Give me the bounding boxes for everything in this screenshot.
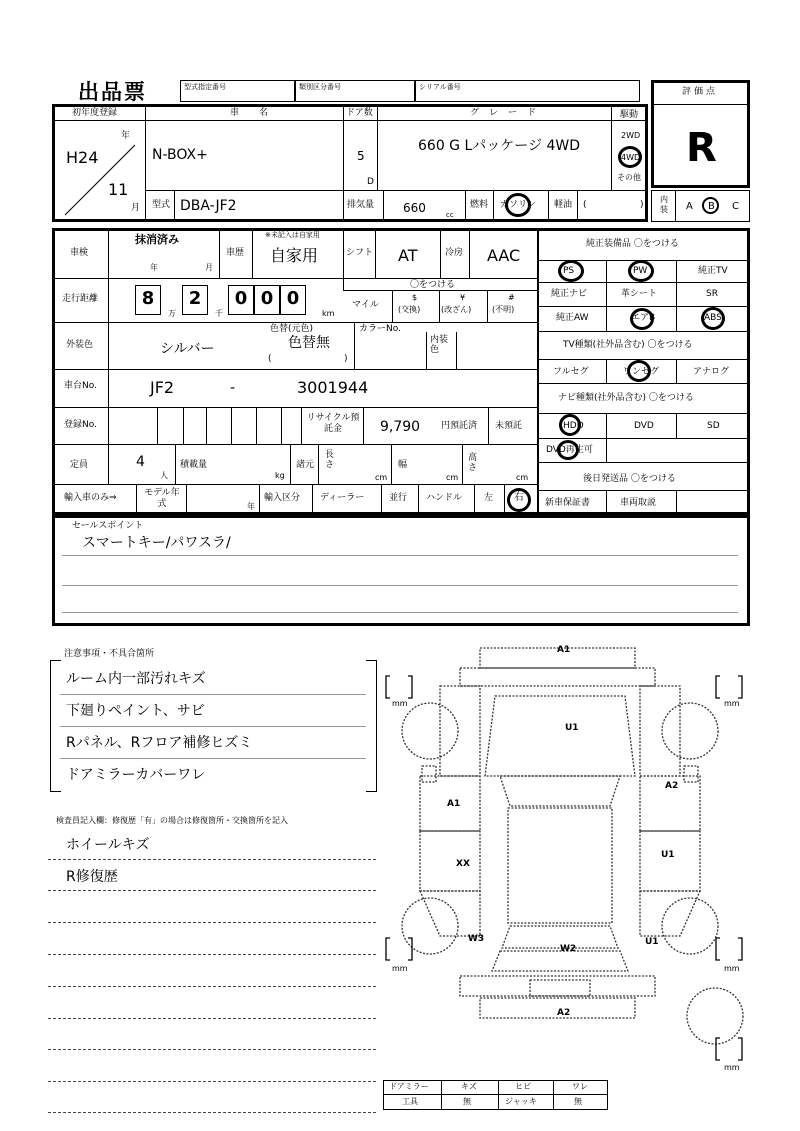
later-warranty: 新車保証書 bbox=[545, 498, 591, 508]
notes-label: 注意事項・不具合箇所 bbox=[64, 649, 155, 659]
spare-tire bbox=[687, 988, 743, 1044]
equip-tv: 純正TV bbox=[698, 266, 728, 276]
inspector-item-1: ホイールキズ bbox=[66, 837, 150, 853]
doors-value: 5 bbox=[357, 149, 365, 163]
sales-point-label: セールスポイント bbox=[72, 521, 144, 531]
length-label: 長さ bbox=[325, 450, 335, 470]
tv-fullseg: フルセグ bbox=[553, 367, 589, 377]
length-unit: cm bbox=[375, 473, 388, 482]
shift-value: AT bbox=[398, 246, 418, 265]
mileage-label: 走行距離 bbox=[62, 294, 99, 304]
recycle-unpaid: 未預託 bbox=[495, 421, 523, 431]
fuel-label: 燃料 bbox=[470, 200, 489, 210]
mileage-man: 万 bbox=[168, 309, 176, 318]
doors-suffix: D bbox=[367, 177, 374, 187]
color-value: シルバー bbox=[160, 341, 215, 357]
model-year-unit: 年 bbox=[247, 502, 255, 511]
mileage-mile: マイル bbox=[352, 300, 379, 310]
diagram-label-right-door: A2 bbox=[665, 781, 679, 791]
fuel-gasoline: ガソリン bbox=[500, 200, 537, 210]
mileage-unknown-sym: # bbox=[508, 293, 515, 302]
legend-h3: ヒビ bbox=[515, 1082, 531, 1091]
fuel-paren-close: ) bbox=[640, 200, 644, 210]
tv-title: TV種類(社外品含む) 〇をつける bbox=[563, 340, 693, 350]
grade-value: 660 G Lパッケージ 4WD bbox=[418, 138, 580, 154]
equip-abs: ABS bbox=[704, 313, 722, 323]
recycle-value: 9,790 bbox=[380, 419, 421, 435]
diagram-label-right-rear: U1 bbox=[661, 850, 675, 860]
model-label: 型式 bbox=[152, 200, 171, 210]
nav-title: ナビ種類(社外品含む) 〇をつける bbox=[558, 393, 694, 403]
equip-aw: 純正AW bbox=[556, 313, 589, 323]
equip-ps: PS bbox=[563, 266, 575, 276]
legend-v2: 無 bbox=[463, 1097, 471, 1106]
chassis-prefix: JF2 bbox=[150, 378, 175, 397]
mileage-digit-1: 8 bbox=[135, 285, 161, 315]
drive-4wd: 4WD bbox=[621, 153, 641, 162]
first-reg-year-unit: 年 bbox=[121, 131, 131, 141]
drive-label: 駆動 bbox=[620, 110, 639, 120]
chassis-label: 車台No. bbox=[64, 381, 97, 391]
mileage-exchange: (交換) bbox=[398, 305, 421, 314]
car-diagram bbox=[380, 636, 750, 1086]
width-unit: cm bbox=[446, 473, 459, 482]
handle-right: 右 bbox=[514, 492, 524, 503]
legend-v3: ジャッキ bbox=[505, 1097, 537, 1106]
model-year-label: モデル年式 bbox=[144, 488, 180, 509]
load-label: 積載量 bbox=[180, 460, 208, 470]
chassis-dash: - bbox=[230, 380, 236, 396]
equip-navi: 純正ナビ bbox=[551, 289, 588, 299]
repaint-paren-open: ( bbox=[268, 354, 272, 364]
tv-oneseg: ワンセグ bbox=[623, 367, 660, 377]
handle-left: 左 bbox=[484, 493, 494, 503]
car-name-label: 車名 bbox=[230, 108, 289, 118]
first-reg-month-unit: 月 bbox=[131, 203, 141, 213]
inspection-value: 抹消済み bbox=[135, 233, 179, 246]
first-reg-era: H24 bbox=[66, 148, 99, 167]
repaint-label: 色替(元色) bbox=[270, 324, 314, 334]
grade-label: グレード bbox=[470, 108, 547, 118]
history-note: ※未記入は自家用 bbox=[265, 231, 320, 239]
hood bbox=[485, 696, 635, 776]
serial-label: シリアル番号 bbox=[419, 83, 461, 91]
height-unit: cm bbox=[516, 473, 529, 482]
displacement-label: 排気量 bbox=[347, 200, 375, 210]
interior-b: B bbox=[708, 201, 715, 212]
car-name: N-BOX+ bbox=[152, 147, 208, 163]
diagram-label-front: A1 bbox=[557, 645, 571, 655]
diagram-label-tailgate: W2 bbox=[560, 944, 577, 954]
mileage-tamper: (改ざん) bbox=[441, 305, 472, 314]
diagram-label-roof: U1 bbox=[565, 723, 579, 733]
history-label: 車歴 bbox=[226, 248, 245, 258]
mm-unit-spare: mm bbox=[724, 1063, 740, 1072]
mileage-digit-2: 2 bbox=[182, 285, 208, 315]
notes-bracket-right bbox=[366, 660, 377, 792]
legend-v1: 工具 bbox=[402, 1097, 418, 1106]
legend-h2: キズ bbox=[461, 1082, 477, 1091]
interior-grade-label: 内装 bbox=[660, 195, 668, 214]
score-label: 評価点 bbox=[682, 87, 719, 97]
equip-sr: SR bbox=[706, 289, 718, 299]
import-dealer: ディーラー bbox=[320, 493, 365, 503]
displacement-unit: cc bbox=[446, 211, 454, 219]
mileage-unknown: (不明) bbox=[492, 305, 515, 314]
nav-dvd: DVD bbox=[634, 421, 654, 431]
doors-label: ドア数 bbox=[346, 108, 373, 118]
note-item-3: Rパネル、Rフロア補修ヒズミ bbox=[66, 735, 253, 751]
diagram-label-left-rear: XX bbox=[456, 859, 470, 869]
equip-leather: 革シート bbox=[621, 289, 658, 299]
dims-label: 諸元 bbox=[296, 460, 315, 470]
width-label: 幅 bbox=[398, 460, 408, 470]
handle-right-circle bbox=[507, 488, 531, 512]
ac-value: AAC bbox=[487, 246, 521, 265]
height-label: 高さ bbox=[468, 453, 478, 473]
mileage-digit-3: 0 bbox=[228, 285, 254, 315]
mm-unit-fr: mm bbox=[724, 699, 740, 708]
nav-dvd-play-circle bbox=[557, 440, 579, 460]
fuel-gasoline-circle bbox=[505, 193, 531, 217]
equip-pw-circle bbox=[628, 260, 654, 282]
score-value: R bbox=[686, 125, 717, 171]
interior-b-circle bbox=[702, 197, 719, 214]
mileage-sen: 千 bbox=[215, 309, 223, 318]
first-reg-label: 初年度登録 bbox=[72, 108, 118, 118]
legend-v4: 無 bbox=[574, 1097, 582, 1106]
color-no-label: カラーNo. bbox=[359, 324, 401, 334]
legend-h4: ワレ bbox=[572, 1082, 588, 1091]
ac-label: 冷房 bbox=[445, 248, 464, 258]
nav-hdd: HDD bbox=[563, 421, 584, 431]
equip-airbag: エアB bbox=[631, 313, 656, 323]
diagram-label-right-wheel: U1 bbox=[645, 937, 659, 947]
equipment-title: 純正装備品 〇をつける bbox=[586, 239, 679, 249]
fuel-light: 軽油 bbox=[554, 200, 573, 210]
mm-unit-rr: mm bbox=[724, 964, 740, 973]
handle-label: ハンドル bbox=[426, 493, 463, 503]
mm-unit-fl: mm bbox=[392, 699, 408, 708]
interior-color-label: 内装色 bbox=[430, 335, 449, 355]
inspector-label: 検査員記入欄：修復歴「有」の場合は修復箇所・交換箇所を記入 bbox=[56, 816, 288, 825]
equip-abs-circle bbox=[701, 307, 725, 330]
later-title: 後日発送品 〇をつける bbox=[583, 474, 676, 484]
interior-a: A bbox=[686, 201, 693, 212]
equip-pw: PW bbox=[633, 266, 648, 276]
nav-dvd-play: DVD再生可 bbox=[546, 445, 593, 455]
diagram-label-left-wheel: W3 bbox=[468, 934, 485, 944]
mileage-digit-5: 0 bbox=[280, 285, 306, 315]
nav-hdd-circle bbox=[559, 414, 581, 436]
inspection-label: 車検 bbox=[70, 248, 89, 258]
mileage-mark-note: 〇をつける bbox=[410, 280, 456, 290]
mileage-km: km bbox=[322, 309, 335, 318]
note-item-4: ドアミラーカバーワレ bbox=[66, 767, 206, 783]
registration-label: 登録No. bbox=[64, 420, 97, 430]
mileage-digit-4: 0 bbox=[254, 285, 280, 315]
chassis-number: 3001944 bbox=[297, 378, 369, 397]
note-item-1: ルーム内一部汚れキズ bbox=[66, 671, 206, 687]
mileage-tamper-sym: ¥ bbox=[460, 293, 466, 302]
model-no-label: 型式指定番号 bbox=[184, 83, 226, 91]
class-no-label: 類別区分番号 bbox=[299, 83, 341, 91]
load-unit: kg bbox=[275, 471, 285, 480]
import-label: 輸入車のみ⇒ bbox=[64, 493, 117, 503]
capacity-unit: 人 bbox=[160, 471, 168, 480]
tv-oneseg-circle bbox=[627, 360, 651, 382]
repaint-value: 色替無 bbox=[288, 335, 330, 351]
first-reg-slash bbox=[60, 140, 140, 220]
note-item-2: 下廻りペイント、サビ bbox=[66, 703, 205, 719]
sales-point-block bbox=[52, 515, 750, 626]
capacity-label: 定員 bbox=[70, 460, 89, 470]
inspection-year-unit: 年 bbox=[150, 263, 158, 272]
fuel-paren-open: ( bbox=[583, 200, 587, 210]
model-value: DBA-JF2 bbox=[180, 198, 237, 214]
inspection-month-unit: 月 bbox=[205, 263, 213, 272]
recycle-label: リサイクル預託金 bbox=[306, 413, 360, 434]
drive-2wd: 2WD bbox=[621, 131, 641, 140]
inspector-item-2: R修復歴 bbox=[66, 869, 118, 885]
recycle-paid: 円預託済 bbox=[441, 421, 478, 431]
diagram-label-rear: A2 bbox=[557, 1008, 571, 1018]
color-label: 外装色 bbox=[66, 340, 94, 350]
page-title: 出品票 bbox=[78, 80, 147, 104]
mm-unit-rl: mm bbox=[392, 964, 408, 973]
repaint-paren-close: ) bbox=[344, 354, 348, 364]
diagram-label-left-door: A1 bbox=[447, 799, 461, 809]
sales-point-text: スマートキー/パワスラ/ bbox=[82, 535, 231, 551]
roof bbox=[508, 808, 612, 923]
capacity-value: 4 bbox=[136, 454, 145, 470]
interior-c: C bbox=[732, 201, 739, 212]
equip-airbag-circle bbox=[630, 308, 654, 330]
shift-label: シフト bbox=[346, 248, 374, 258]
equip-ps-circle bbox=[558, 260, 584, 282]
drive-4wd-circle bbox=[618, 146, 642, 168]
first-reg-month: 11 bbox=[108, 180, 129, 199]
mileage-exchange-sym: $ bbox=[412, 293, 418, 302]
tv-analog: アナログ bbox=[693, 367, 730, 377]
legend-h1: ドアミラー bbox=[389, 1082, 429, 1091]
import-parallel: 並行 bbox=[389, 493, 408, 503]
import-class-label: 輸入区分 bbox=[264, 493, 301, 503]
later-manual: 車両取説 bbox=[620, 498, 657, 508]
history-value: 自家用 bbox=[270, 246, 319, 265]
drive-other: その他 bbox=[617, 173, 641, 182]
nav-sd: SD bbox=[707, 421, 720, 431]
displacement-value: 660 bbox=[403, 201, 426, 215]
